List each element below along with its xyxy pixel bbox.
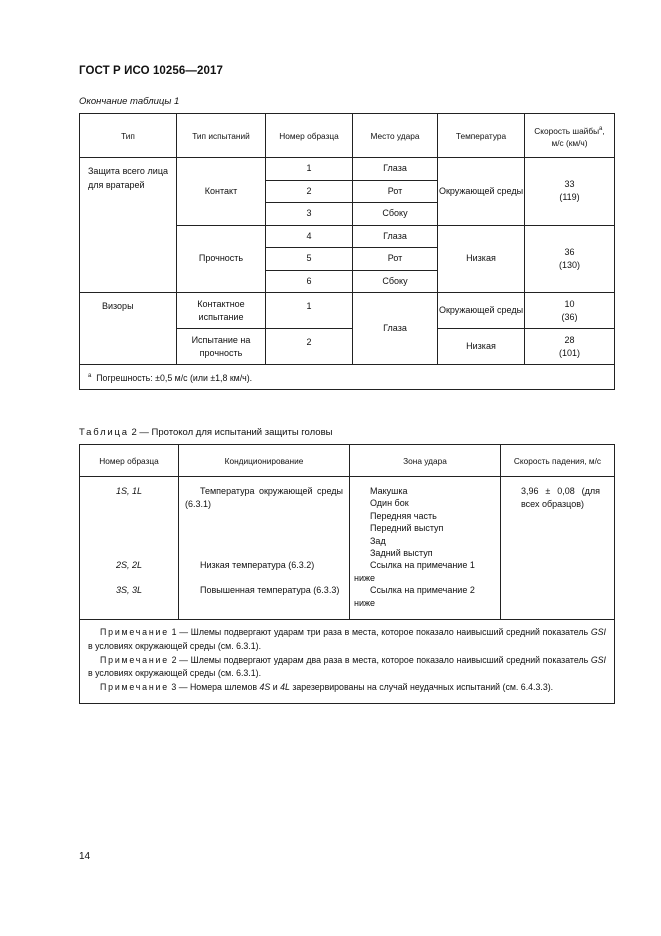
temp-ambient: Окружающей среды — [438, 158, 525, 226]
speed-kmh: (119) — [559, 192, 580, 203]
site-mouth: Рот — [353, 180, 438, 203]
note-label: Примечание — [100, 654, 169, 665]
note-text: Шлемы подвергают ударам три раза в места, которое показало наивысший средний показатель — [190, 627, 591, 637]
zone-front-ledge: Передний выступ — [370, 523, 444, 534]
puck-speed-label: Скорость шайбы — [534, 125, 600, 136]
test-type-contact-test: Контактное испытание — [177, 293, 266, 329]
sample-1s-1l: 1S, 1L — [115, 486, 143, 496]
speed-value: 10 — [564, 298, 575, 309]
header-sample-number: Номер образца — [266, 114, 353, 158]
site-mouth: Рот — [353, 248, 438, 271]
fall-speed-cell: 3,96 ± 0,08 (для всех образцов) — [501, 477, 615, 620]
footnote-text: Погрешность: ±0,5 м/с (или ±1,8 км/ч). — [96, 372, 253, 383]
sample-3s-3l: 3S, 3L — [115, 585, 143, 595]
table2-caption-text: 2 — Протокол для испытаний защиты головы — [128, 427, 333, 438]
impact-zones-cell — [350, 477, 501, 620]
speed-36 — [525, 225, 615, 293]
header-conditioning: Кондиционирование — [179, 445, 350, 477]
zone-one-side: Один бок — [370, 498, 409, 509]
note-1 — [88, 626, 606, 654]
site-eyes: Глаза — [353, 225, 438, 248]
header-impact-site: Место удара — [353, 114, 438, 158]
visor-sample-2: 2 — [266, 329, 353, 365]
note-gsi: GSI — [590, 627, 606, 637]
sample-1: 1 — [266, 158, 353, 181]
note-number: 3 — — [168, 682, 190, 693]
table-row — [80, 293, 615, 329]
test-type-contact: Контакт — [177, 158, 266, 226]
zone-rear-ledge: Задний выступ — [370, 548, 433, 559]
table1-footnote — [80, 365, 615, 390]
conditioning-high: Повышенная температура (6.3.3) — [200, 585, 340, 595]
site-eyes: Глаза — [353, 158, 438, 181]
sample-2: 2 — [266, 180, 353, 203]
table-row — [80, 158, 615, 181]
header-temperature: Температура — [438, 114, 525, 158]
sample-5: 5 — [266, 248, 353, 271]
zone-front: Передняя часть — [370, 510, 437, 521]
note-label: Примечание — [100, 682, 169, 693]
speed-value: 36 — [564, 246, 575, 257]
table1 — [79, 113, 615, 390]
table2-caption — [79, 427, 332, 438]
table1-header-row — [80, 114, 615, 158]
table1-footnote-row — [80, 365, 615, 390]
conditioning-cell — [179, 477, 350, 620]
note-label: Примечание — [100, 627, 169, 637]
header-test-type: Тип испытаний — [177, 114, 266, 158]
note-helmet-4l: 4L — [280, 682, 290, 693]
sample-4: 4 — [266, 225, 353, 248]
zone-ref-note1 — [354, 559, 492, 584]
zone-ref-note1-line2: ниже — [354, 572, 376, 583]
header-fall-speed: Скорость падения, м/с — [501, 445, 615, 477]
speed-33 — [525, 158, 615, 226]
puck-speed-unit: м/с (км/ч) — [551, 137, 588, 148]
zone-crown: Макушка — [370, 486, 408, 496]
table2-header-row — [80, 445, 615, 477]
speed-value: 28 — [564, 334, 575, 345]
note-text: Номера шлемов — [189, 682, 260, 693]
speed-kmh: (101) — [558, 347, 580, 358]
page-number: 14 — [79, 851, 91, 862]
sample-6: 6 — [266, 270, 353, 293]
visor-temp-low: Низкая — [438, 329, 525, 365]
table-row — [80, 477, 615, 620]
note-text: в условиях окружающей среды (см. 6.3.1). — [88, 640, 262, 651]
footnote-marker: a — [88, 372, 92, 379]
note-text: зарезервированы на случай неудачных испытаний (см. 6.4.3.3). — [289, 682, 554, 693]
zone-rear: Зад — [370, 535, 386, 546]
note-text: в условиях окружающей среды (см. 6.3.1). — [88, 668, 262, 679]
table1-caption: Окончание таблицы 1 — [79, 96, 180, 107]
speed-value: 33 — [564, 179, 575, 190]
document-title: ГОСТ Р ИСО 10256—2017 — [79, 65, 224, 77]
conditioning-low: Низкая температура (6.3.2) — [200, 560, 315, 570]
site-side: Сбоку — [353, 203, 438, 226]
header-impact-zone: Зона удара — [350, 445, 501, 477]
temp-low: Низкая — [438, 225, 525, 293]
header-puck-speed: Скорость шайбы$^a$, м/с (км/ч) — [525, 114, 615, 158]
table2-caption-word: Таблица — [79, 427, 129, 438]
note-text: Шлемы подвергают ударам два раза в места, которое показало наивысший средний показатель — [190, 654, 591, 665]
speed-10 — [525, 293, 615, 329]
samples-cell — [80, 477, 179, 620]
zone-ref-note2-line1: Ссылка на примечание 2 — [370, 585, 475, 596]
test-type-strength: Прочность — [177, 225, 266, 293]
site-side: Сбоку — [353, 270, 438, 293]
type-goalie-face-guard: Защита всего лица для вратарей — [80, 158, 177, 293]
table2-notes — [80, 620, 615, 704]
note-number: 2 — — [168, 654, 191, 665]
conditioning-ambient: Температура окружающей среды (6.3.1) — [185, 486, 343, 509]
note-helmet-4s: 4S — [259, 682, 271, 693]
note-3 — [88, 681, 606, 695]
speed-28 — [525, 329, 615, 365]
sample-2s-2l: 2S, 2L — [115, 560, 143, 570]
header-sample-number: Номер образца — [80, 445, 179, 477]
note-gsi: GSI — [590, 654, 606, 665]
sample-3: 3 — [266, 203, 353, 226]
note-2 — [88, 654, 606, 682]
zone-ref-note2 — [354, 584, 492, 609]
visor-sample-1: 1 — [266, 293, 353, 329]
note-number: 1 — — [168, 627, 191, 637]
zone-ref-note2-line2: ниже — [354, 597, 376, 608]
table2-notes-row — [80, 620, 615, 704]
note-text: и — [270, 682, 281, 693]
visor-site-eyes: Глаза — [353, 293, 438, 365]
table2 — [79, 444, 615, 704]
type-visors: Визоры — [80, 293, 177, 365]
footnote-marker: a — [599, 125, 603, 132]
speed-kmh: (36) — [561, 311, 578, 322]
visor-temp-ambient: Окружающей среды — [438, 293, 525, 329]
test-type-strength-test: Испытание на прочность — [177, 329, 266, 365]
speed-kmh: (130) — [558, 259, 580, 270]
zone-ref-note1-line1: Ссылка на примечание 1 — [370, 560, 475, 571]
header-type: Тип — [80, 114, 177, 158]
